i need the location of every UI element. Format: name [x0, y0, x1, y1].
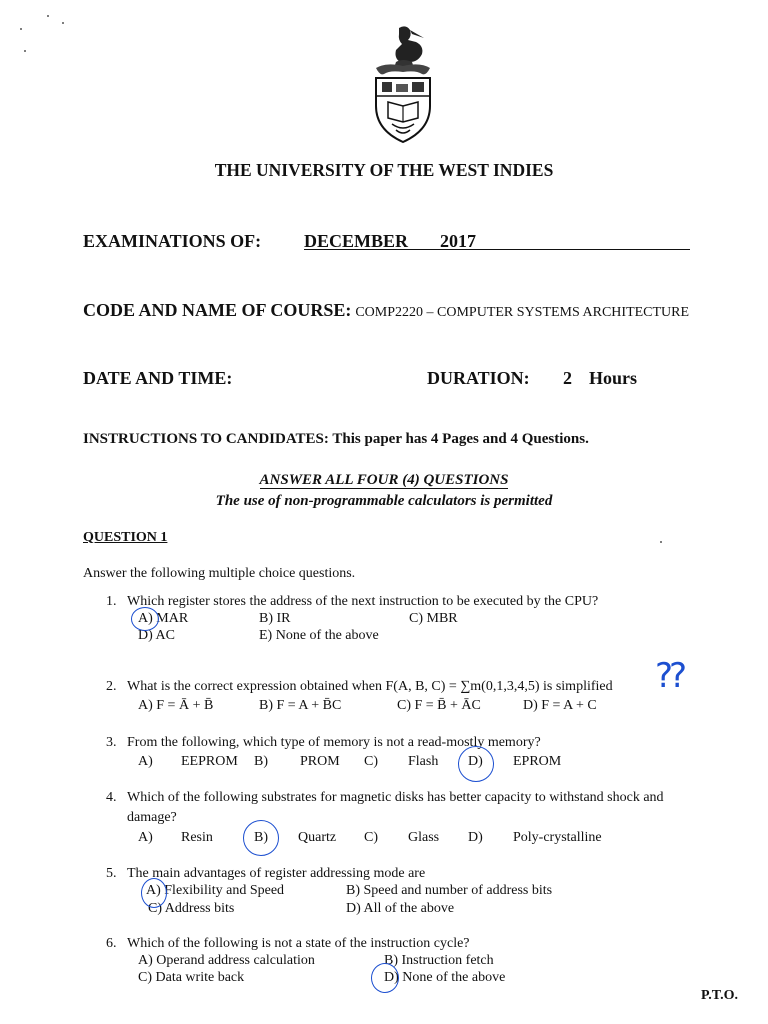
question-1-heading: QUESTION 1	[83, 530, 168, 545]
item-6-option-a: A) Operand address calculation	[138, 953, 315, 968]
answer-all-line	[0, 472, 768, 489]
item-3-option-a-letter: A)	[138, 754, 153, 769]
question-1-intro: Answer the following multiple choice questions.	[83, 566, 356, 581]
item-4-option-b-text: Quartz	[298, 830, 337, 845]
item-3-option-d-text: EPROM	[513, 754, 562, 769]
item-6-option-c: C) Data write back	[138, 970, 245, 985]
item-3-option-b-text: PROM	[300, 754, 340, 769]
calculators-line: The use of non-programmable calculators is permitted	[215, 493, 553, 509]
item-5-number: 5.	[106, 866, 117, 881]
item-3-text: From the following, which type of memory is not a read-mostly memory?	[127, 735, 541, 750]
university-crest-logo	[366, 22, 440, 147]
item-3-option-d-letter: D)	[468, 754, 483, 769]
exam-month: DECEMBER	[304, 231, 409, 251]
scan-speck	[24, 50, 26, 52]
item-5-option-d: D) All of the above	[346, 901, 455, 916]
item-1-option-a: A) MAR	[138, 611, 189, 626]
item-5-option-a: A) Flexibility and Speed	[146, 883, 285, 898]
instructions-label: INSTRUCTIONS TO CANDIDATES:	[83, 431, 329, 447]
exam-underline	[304, 249, 690, 250]
course-label: CODE AND NAME OF COURSE:	[83, 300, 352, 320]
course-row	[83, 300, 689, 321]
item-4-text-line2: damage?	[127, 810, 177, 825]
item-4-option-a-text: Resin	[181, 830, 213, 845]
duration-unit: Hours	[589, 368, 638, 388]
item-1-text: Which register stores the address of the next instruction to be executed by the CPU?	[127, 594, 599, 609]
item-5-text: The main advantages of register addressing mode are	[127, 866, 426, 881]
item-1-option-e: E) None of the above	[259, 628, 379, 643]
item-4-number: 4.	[106, 790, 117, 805]
item-6-text: Which of the following is not a state of the instruction cycle?	[127, 936, 470, 951]
item-4-option-c-letter: C)	[364, 830, 378, 845]
exam-label: EXAMINATIONS OF:	[83, 231, 262, 251]
item-1-option-b: B) IR	[259, 611, 291, 626]
duration-value: 2	[563, 368, 572, 388]
item-2-option-b: B) F = A + B̄C	[259, 698, 342, 713]
item-2-number: 2.	[106, 679, 117, 694]
answer-circle	[243, 820, 279, 856]
answer-circle	[131, 607, 159, 631]
item-2-text: What is the correct expression obtained when F(A, B, C) = ∑m(0,1,3,4,5) is simplified	[127, 679, 613, 694]
item-4-option-b-letter: B)	[254, 830, 268, 845]
item-4-option-d-text: Poly-crystalline	[513, 830, 602, 845]
item-2-option-c: C) F = B̄ + ĀC	[397, 698, 481, 713]
item-1-option-c: C) MBR	[409, 611, 458, 626]
date-label: DATE AND TIME:	[83, 368, 233, 388]
scan-speck	[660, 541, 662, 543]
instructions-row	[83, 431, 589, 448]
item-3-option-a-text: EEPROM	[181, 754, 238, 769]
item-3-option-c-text: Flash	[408, 754, 439, 769]
item-6-option-b: B) Instruction fetch	[384, 953, 494, 968]
item-3-option-c-letter: C)	[364, 754, 378, 769]
item-5-option-b: B) Speed and number of address bits	[346, 883, 553, 898]
answer-all-text: ANSWER ALL FOUR (4) QUESTIONS	[259, 472, 509, 488]
item-2-option-a: A) F = Ā + B̄	[138, 698, 214, 713]
answer-circle	[141, 878, 167, 908]
item-6-option-d: D) None of the above	[384, 970, 506, 985]
handwritten-question-marks: ??	[655, 656, 684, 696]
item-3-option-b-letter: B)	[254, 754, 268, 769]
item-6-number: 6.	[106, 936, 117, 951]
scan-speck	[62, 22, 64, 24]
answer-circle	[458, 746, 494, 782]
item-1-number: 1.	[106, 594, 117, 609]
duration-label: DURATION:	[427, 368, 530, 388]
scan-speck	[20, 28, 22, 30]
exam-year: 2017	[440, 231, 476, 251]
item-4-text: Which of the following substrates for magnetic disks has better capacity to withstand shock and	[127, 790, 664, 805]
item-5-option-c: C) Address bits	[148, 901, 235, 916]
answer-circle	[371, 963, 399, 993]
instructions-value: This paper has 4 Pages and 4 Questions.	[332, 431, 589, 447]
item-3-number: 3.	[106, 735, 117, 750]
item-1-option-d: D) AC	[138, 628, 175, 643]
item-4-option-a-letter: A)	[138, 830, 153, 845]
scan-speck	[47, 15, 49, 17]
item-4-option-d-letter: D)	[468, 830, 483, 845]
course-value: COMP2220 – COMPUTER SYSTEMS ARCHITECTURE	[355, 305, 690, 320]
please-turn-over: P.T.O.	[701, 988, 738, 1003]
item-4-option-c-text: Glass	[408, 830, 440, 845]
university-title: THE UNIVERSITY OF THE WEST INDIES	[214, 160, 554, 180]
item-2-option-d: D) F = A + C	[523, 698, 597, 713]
